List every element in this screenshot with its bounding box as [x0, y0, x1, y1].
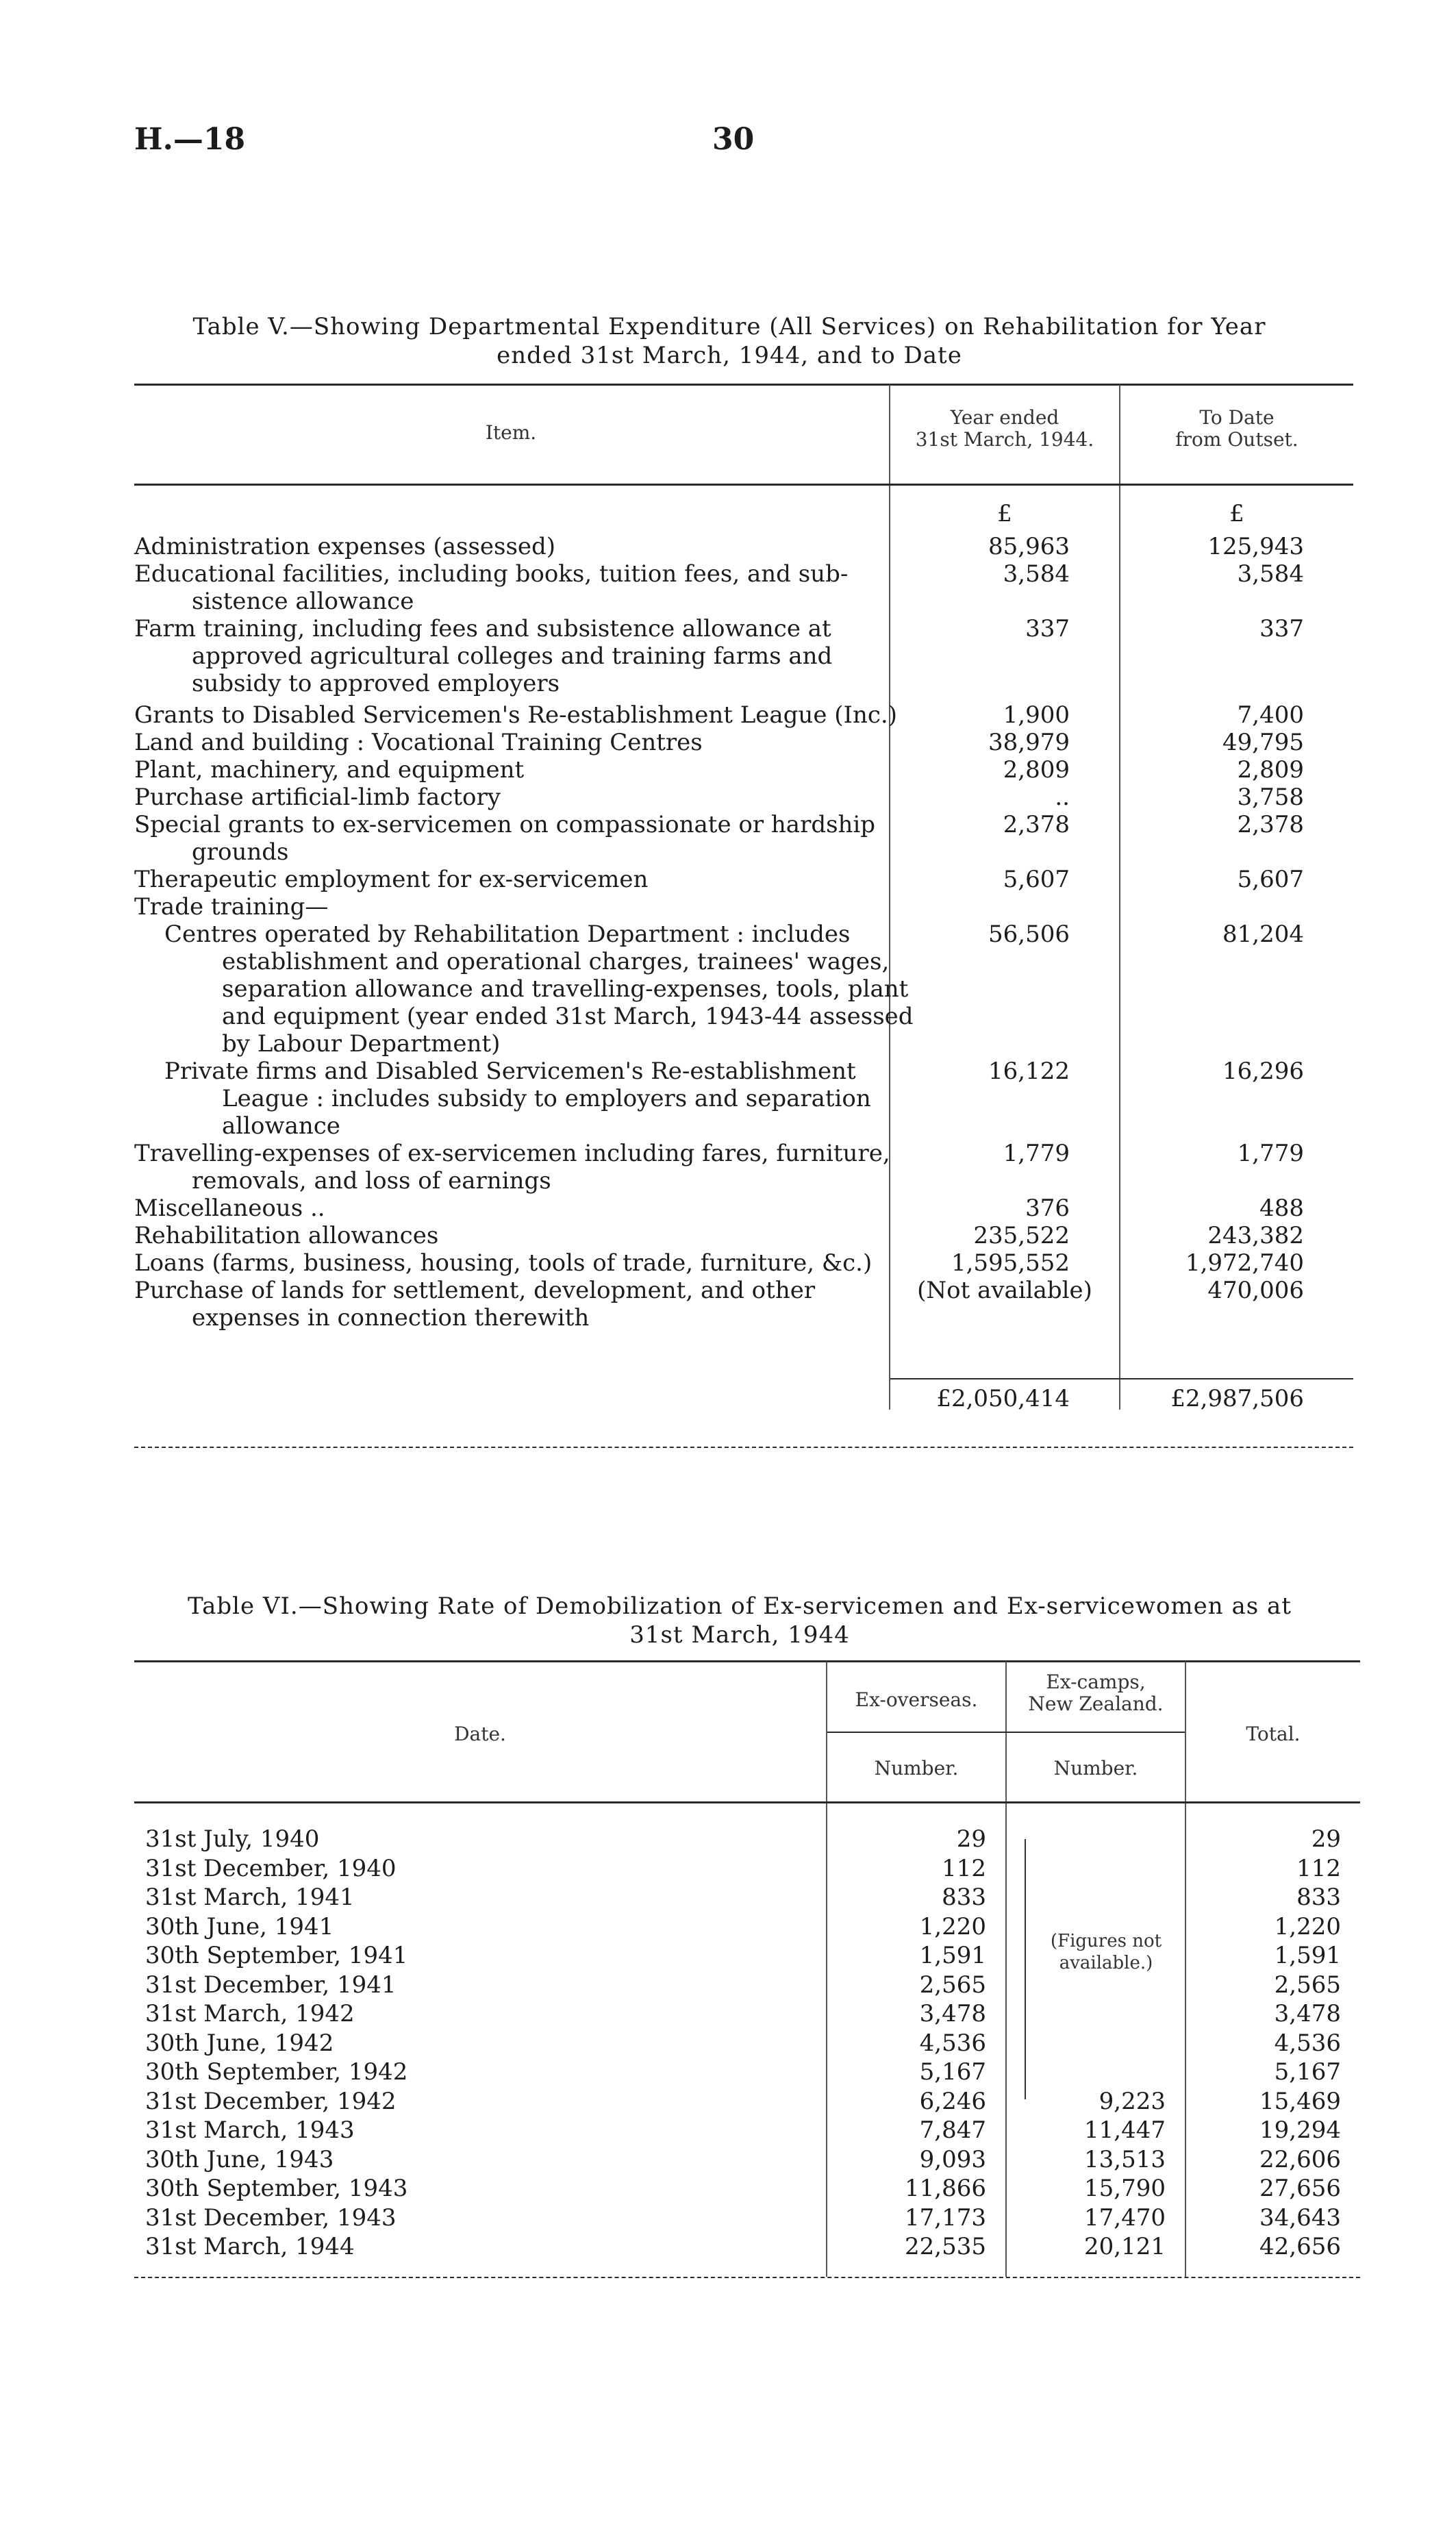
- table6-date: 31st March, 1944: [145, 2233, 355, 2260]
- table6-camps-value: 13,513: [1084, 2146, 1166, 2173]
- table5-year-value: 1,900: [1003, 701, 1070, 729]
- table6-total-value: 2,565: [1274, 1971, 1341, 1999]
- table5-todate-value: 1,779: [1237, 1140, 1304, 1167]
- table6-col-overseas: Ex-overseas.: [855, 1688, 978, 1711]
- document-code: H.—18: [134, 122, 246, 157]
- table5-todate-value: 1,972,740: [1185, 1249, 1304, 1277]
- table6-camps-value: 15,790: [1084, 2175, 1166, 2202]
- table6-header-rule: [134, 1801, 1360, 1803]
- table6-col-camps: [1007, 1671, 1185, 1715]
- table5-item-line: Trade training—: [134, 893, 329, 921]
- table6-total-value: 15,469: [1259, 2088, 1341, 2115]
- table6-total-value: 112: [1296, 1855, 1341, 1882]
- table6-date: 31st March, 1942: [145, 2000, 355, 2027]
- table5-item-line: approved agricultural colleges and training farms and: [192, 642, 833, 670]
- table5-item-line: separation allowance and travelling-expenses, tools, plant: [222, 975, 909, 1003]
- table5-item-line: Special grants to ex-servicemen on compassionate or hardship: [134, 811, 876, 838]
- table5-col-todate-line2: from Outset.: [1175, 428, 1298, 451]
- table6-date: 31st March, 1943: [145, 2116, 355, 2144]
- table6-camps-value: 17,470: [1084, 2204, 1166, 2232]
- table6-overseas-value: 1,591: [919, 1942, 986, 1969]
- table5-item-line: sistence allowance: [192, 588, 414, 615]
- table5-total-rule: [890, 1378, 1353, 1379]
- table6-overseas-value: 29: [956, 1825, 986, 1853]
- table6-date: 30th September, 1941: [145, 1942, 408, 1969]
- table5-year-value: 85,963: [988, 533, 1070, 560]
- table5-item-line: Plant, machinery, and equipment: [134, 756, 525, 784]
- table6-overseas-value: 17,173: [905, 2204, 986, 2232]
- table6-overseas-value: 11,866: [905, 2175, 986, 2202]
- table5-item-line: and equipment (year ended 31st March, 1943-44 assessed: [222, 1003, 914, 1030]
- table6-date: 30th June, 1943: [145, 2146, 334, 2173]
- table6-title: [103, 1592, 1377, 1649]
- table6-col-camps-line1: Ex-camps,: [1046, 1671, 1146, 1693]
- table5-year-value: 16,122: [988, 1058, 1070, 1085]
- table6-brace: [1015, 1839, 1026, 2099]
- page-number: 30: [712, 122, 755, 157]
- table5-currency-todate: £: [1229, 500, 1244, 527]
- table6-not-available-line1: (Figures not: [1050, 1931, 1162, 1951]
- table5-todate-value: 2,378: [1237, 811, 1304, 838]
- table6-total-value: 5,167: [1274, 2058, 1341, 2086]
- table5-col-year-line2: 31st March, 1944.: [915, 428, 1094, 451]
- table6-camps-value: 20,121: [1084, 2233, 1166, 2260]
- table5-item-line: Purchase of lands for settlement, development, and other: [134, 1277, 816, 1304]
- table5-col-item: Item.: [485, 421, 537, 444]
- table5-todate-value: 337: [1259, 615, 1304, 642]
- table6-title-line2: 31st March, 1944: [629, 1621, 850, 1649]
- table5-todate-value: 470,006: [1207, 1277, 1304, 1304]
- table5-item-line: League : includes subsidy to employers and separation: [222, 1085, 871, 1112]
- table5-item-line: allowance: [222, 1112, 340, 1140]
- table5-title: [103, 312, 1356, 370]
- table5-year-value: 5,607: [1003, 866, 1070, 893]
- table5-year-value: 38,979: [988, 729, 1070, 756]
- table6-overseas-value: 1,220: [919, 1913, 986, 1940]
- table6-overseas-value: 4,536: [919, 2029, 986, 2057]
- table6-date: 31st December, 1943: [145, 2204, 397, 2232]
- table6-sub-number-2: Number.: [1053, 1757, 1138, 1779]
- table6-overseas-value: 112: [942, 1855, 986, 1882]
- table5-year-value: ..: [1055, 784, 1070, 811]
- table6-total-value: 3,478: [1274, 2000, 1341, 2027]
- table6-date: 30th June, 1942: [145, 2029, 334, 2057]
- table6-total-value: 833: [1296, 1884, 1341, 1911]
- table5-item-line: Purchase artificial-limb factory: [134, 784, 501, 811]
- table6-bottom-rule: [134, 2277, 1360, 2278]
- table5-todate-value: 16,296: [1222, 1058, 1304, 1085]
- table5-year-value: 1,595,552: [951, 1249, 1070, 1277]
- table6-date: 30th September, 1942: [145, 2058, 408, 2086]
- table5-item-line: by Labour Department): [222, 1030, 501, 1058]
- table6-total-value: 29: [1311, 1825, 1341, 1853]
- table5-item-line: Rehabilitation allowances: [134, 1222, 439, 1249]
- table5-year-value: (Not available): [917, 1277, 1092, 1304]
- table5-total-year: £2,050,414: [936, 1385, 1070, 1412]
- table5-year-value: 3,584: [1003, 560, 1070, 588]
- table6-overseas-value: 3,478: [919, 2000, 986, 2027]
- table6-total-value: 1,220: [1274, 1913, 1341, 1940]
- table6-overseas-value: 2,565: [919, 1971, 986, 1999]
- table6-date: 30th September, 1943: [145, 2175, 408, 2202]
- table6-total-value: 42,656: [1259, 2233, 1341, 2260]
- table5-item-line: Educational facilities, including books, tuition fees, and sub-: [134, 560, 849, 588]
- table5-item-line: Therapeutic employment for ex-servicemen: [134, 866, 649, 893]
- table5-item-line: Administration expenses (assessed): [134, 533, 556, 560]
- table5-todate-value: 81,204: [1222, 921, 1304, 948]
- table5-bottom-rule: [134, 1447, 1353, 1448]
- table6-overseas-value: 833: [942, 1884, 986, 1911]
- table6-sub-number-1: Number.: [874, 1757, 959, 1779]
- table6-date: 30th June, 1941: [145, 1913, 334, 1940]
- table5-todate-value: 488: [1259, 1195, 1304, 1222]
- table5-item-line: Loans (farms, business, housing, tools of trade, furniture, &c.): [134, 1249, 873, 1277]
- table6-total-value: 27,656: [1259, 2175, 1341, 2202]
- table5-item-line: Centres operated by Rehabilitation Department : includes: [164, 921, 851, 948]
- table6-overseas-value: 7,847: [919, 2116, 986, 2144]
- table5-currency-year: £: [997, 500, 1012, 527]
- table6-camps-value: 11,447: [1084, 2116, 1166, 2144]
- table6-col-date: Date.: [454, 1723, 506, 1745]
- table6-date: 31st December, 1942: [145, 2088, 397, 2115]
- table6-overseas-value: 5,167: [919, 2058, 986, 2086]
- table5-todate-value: 125,943: [1207, 533, 1304, 560]
- table5-year-value: 56,506: [988, 921, 1070, 948]
- table5-item-line: expenses in connection therewith: [192, 1304, 590, 1332]
- table5-header-rule: [134, 484, 1353, 486]
- table6-not-available-line2: available.): [1059, 1953, 1153, 1973]
- table5-year-value: 337: [1025, 615, 1070, 642]
- table6-camps-value: 9,223: [1099, 2088, 1166, 2115]
- table6-col-camps-line2: New Zealand.: [1028, 1693, 1164, 1715]
- table5-year-value: 2,809: [1003, 756, 1070, 784]
- table5-col-todate-line1: To Date: [1199, 406, 1275, 429]
- table5-col-todate: [1120, 407, 1353, 451]
- table6-subheader-rule: [827, 1732, 1185, 1733]
- table5-year-value: 376: [1025, 1195, 1070, 1222]
- table5-todate-value: 3,584: [1237, 560, 1304, 588]
- table5-todate-value: 49,795: [1222, 729, 1304, 756]
- table6-not-available: [1027, 1930, 1185, 1974]
- table5-item-line: removals, and loss of earnings: [192, 1167, 551, 1195]
- table5-year-value: 235,522: [973, 1222, 1070, 1249]
- table6-total-value: 22,606: [1259, 2146, 1341, 2173]
- table6-date: 31st December, 1940: [145, 1855, 397, 1882]
- table5-item-line: Land and building : Vocational Training Centres: [134, 729, 703, 756]
- table5-item-line: Grants to Disabled Servicemen's Re-establishment League (Inc.): [134, 701, 897, 729]
- table6-date: 31st March, 1941: [145, 1884, 355, 1911]
- table5-col-year-line1: Year ended: [950, 406, 1059, 429]
- table5-total-todate: £2,987,506: [1170, 1385, 1304, 1412]
- table6-total-value: 1,591: [1274, 1942, 1341, 1969]
- table6-total-value: 4,536: [1274, 2029, 1341, 2057]
- table5-item-line: Private firms and Disabled Servicemen's Re-establishment: [164, 1058, 856, 1085]
- table5-title-line1: Table V.—Showing Departmental Expenditure (All Services) on Rehabilitation for Year: [192, 313, 1266, 340]
- table5-col-year: [890, 407, 1119, 451]
- table5-title-line2: ended 31st March, 1944, and to Date: [497, 342, 962, 369]
- table6-overseas-value: 6,246: [919, 2088, 986, 2115]
- table5-item-line: subsidy to approved employers: [192, 670, 560, 697]
- table5-item-line: grounds: [192, 838, 289, 866]
- table5-item-line: establishment and operational charges, trainees' wages,: [222, 948, 890, 975]
- table5-year-value: 2,378: [1003, 811, 1070, 838]
- table6-date: 31st July, 1940: [145, 1825, 320, 1853]
- table5-item-line: Travelling-expenses of ex-servicemen including fares, furniture,: [134, 1140, 890, 1167]
- table5-item-line: Miscellaneous ..: [134, 1195, 325, 1222]
- table6-top-rule: [134, 1660, 1360, 1662]
- table5-todate-value: 5,607: [1237, 866, 1304, 893]
- table5-item-line: Farm training, including fees and subsistence allowance at: [134, 615, 831, 642]
- table6-col-total: Total.: [1246, 1723, 1301, 1745]
- table5-todate-value: 3,758: [1237, 784, 1304, 811]
- table5-year-value: 1,779: [1003, 1140, 1070, 1167]
- table5-todate-value: 7,400: [1237, 701, 1304, 729]
- table6-date: 31st December, 1941: [145, 1971, 397, 1999]
- table6-overseas-value: 22,535: [905, 2233, 986, 2260]
- table5-top-rule: [134, 384, 1353, 386]
- table5-todate-value: 243,382: [1207, 1222, 1304, 1249]
- table6-total-value: 19,294: [1259, 2116, 1341, 2144]
- table5-todate-value: 2,809: [1237, 756, 1304, 784]
- table6-title-line1: Table VI.—Showing Rate of Demobilization of Ex-servicemen and Ex-servicewomen as at: [188, 1592, 1292, 1620]
- table6-total-value: 34,643: [1259, 2204, 1341, 2232]
- table6-overseas-value: 9,093: [919, 2146, 986, 2173]
